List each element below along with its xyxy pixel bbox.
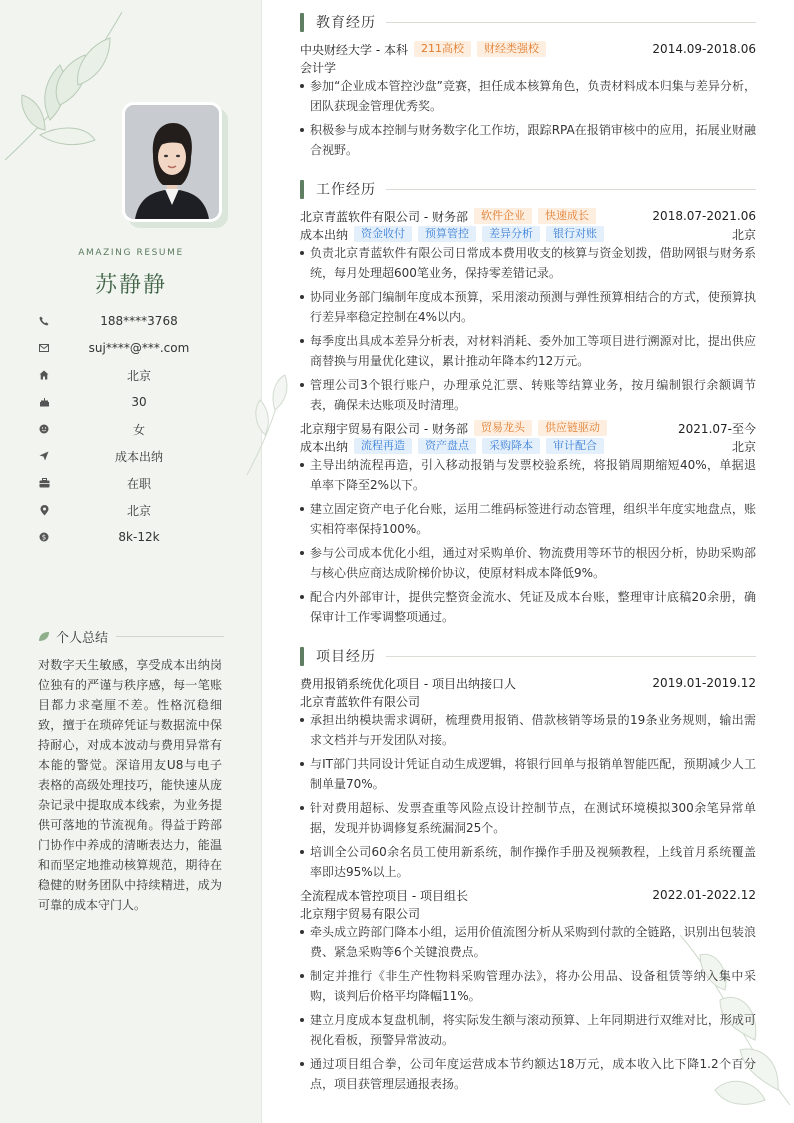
list-item: 针对费用超标、发票查重等风险点设计控制节点，在测试环境模拟300余笔异常单据，发现并协调修复系统漏洞25个。: [300, 798, 756, 838]
skill-tag: 采购降本: [482, 438, 540, 454]
list-item: 管理公司3个银行账户，办理承兑汇票、转账等结算业务，按月编制银行余额调节表，确保未达账项及时清理。: [300, 375, 756, 415]
company-name: 北京青蓝软件有限公司 - 财务部: [300, 209, 468, 224]
gender-text: 女: [132, 422, 145, 437]
work-title: 工作经历: [316, 182, 376, 198]
work-section-header: [300, 179, 756, 199]
project-org-row: [300, 692, 756, 710]
avatar: [122, 102, 222, 222]
list-item: 建立固定资产电子化台账，运用二维码标签进行动态管理，组织半年度实地盘点，账实相符率保持100%。: [300, 499, 756, 539]
list-item: 承担出纳模块需求调研，梳理费用报销、借款核销等场景的19条业务规则，输出需求文档并与开发团队对接。: [300, 710, 756, 750]
cake-icon: [38, 396, 50, 408]
job-city: 北京: [731, 439, 756, 454]
skill-tag: 资产盘点: [418, 438, 476, 454]
leaf-icon: [38, 631, 50, 642]
list-item: 参与公司成本优化小组，通过对采购单价、物流费用等环节的根因分析，协助采购部与核心供应商达成阶梯价协议，使原材料成本降低9%。: [300, 543, 756, 583]
info-gender: [38, 419, 228, 439]
school-tag: 211高校: [414, 41, 471, 57]
info-phone: [38, 311, 228, 331]
list-item: 通过项目组合拳，公司年度运营成本节约额达18万元，成本收入比下降1.2个百分点，项目获管理层通报表扬。: [300, 1054, 756, 1094]
section-marker: [300, 13, 304, 32]
education-header-row: [300, 40, 756, 58]
project-header-row: [300, 674, 756, 692]
job-position-row: [300, 437, 756, 455]
project-title: 项目经历: [316, 649, 376, 665]
job-period: 2021.07-至今: [678, 421, 756, 436]
company-tag: 快速成长: [538, 208, 596, 224]
skill-tag: 预算管控: [418, 226, 476, 242]
section-divider: [386, 189, 756, 190]
list-item: 建立月度成本复盘机制，将实际发生额与滚动预算、上年同期进行双维对比，形成可视化看板，预警异常波动。: [300, 1010, 756, 1050]
summary-header: [38, 627, 224, 646]
info-home: [38, 365, 228, 385]
position-text: 成本出纳: [114, 449, 163, 464]
skill-tag: 审计配合: [546, 438, 604, 454]
list-item: 参加“企业成本管控沙盘”竞赛，担任成本核算角色，负责材料成本归集与差异分析，团队获现金管理优秀奖。: [300, 76, 756, 116]
list-item: 牵头成立跨部门降本小组，运用价值流图分析从采购到付款的全链路，识别出包装浪费、紧急采购等6个关键浪费点。: [300, 922, 756, 962]
education-period: 2014.09-2018.06: [652, 42, 756, 56]
send-icon: [38, 450, 50, 462]
info-email: [38, 338, 228, 358]
leaf-branch-icon: [245, 370, 305, 480]
list-item: 培训全公司60余名员工使用新系统，制作操作手册及视频教程，上线首月系统覆盖率即达95%以上。: [300, 842, 756, 882]
project-section-header: [300, 646, 756, 666]
education-major-row: [300, 58, 756, 76]
section-marker: [300, 180, 304, 199]
location-pin-icon: [38, 504, 50, 516]
project-org: 北京青蓝软件有限公司: [300, 694, 421, 709]
job-position: 成本出纳: [300, 227, 349, 242]
home-text: 北京: [126, 368, 151, 383]
job-position: 成本出纳: [300, 439, 349, 454]
phone-icon: [38, 315, 50, 327]
skill-tag: 银行对账: [546, 226, 604, 242]
age-text: 30: [131, 395, 147, 409]
job-period: 2018.07-2021.06: [652, 209, 756, 223]
mail-icon: [38, 342, 50, 354]
list-item: 制定并推行《非生产性物料采购管理办法》，将办公用品、设备租赁等纳入集中采购，谈判后价格平均降幅11%。: [300, 966, 756, 1006]
project-header-row: [300, 886, 756, 904]
project-name: 费用报销系统优化项目 - 项目出纳接口人: [300, 676, 516, 691]
summary-text: 对数字天生敏感，享受成本出纳岗位独有的严谨与秩序感，每一笔账目都力求毫厘不差。性格沉稳细致，擅于在琐碎凭证与数据流中保持耐心，对成本波动与费用异常有本能的警觉。深谙用友U8与电子表格的高级处理技巧，能快速从庞杂记录中提取成本线索，为业务提供可落地的节流视角。得益于跨部门协作中养成的清晰表达力，能温和而坚定地推动核算规范，期待在稳健的财务团队中持续精进，成为可靠的成本守门人。: [38, 658, 222, 912]
job-header-row: [300, 207, 756, 225]
project-org: 北京翔宇贸易有限公司: [300, 906, 421, 921]
svg-text:$: $: [41, 533, 47, 542]
project-org-row: [300, 904, 756, 922]
list-item: 主导出纳流程再造，引入移动报销与发票校验系统，将报销周期缩短40%，单据退单率下降至2%以下。: [300, 455, 756, 495]
info-status: [38, 473, 228, 493]
list-item: 协同业务部门编制年度成本预算，采用滚动预测与弹性预算相结合的方式，使预算执行差异率稳定控制在4%以内。: [300, 287, 756, 327]
info-age: [38, 392, 228, 412]
list-item: 积极参与成本控制与财务数字化工作坊，跟踪RPA在报销审核中的应用，拓展业财融合视野。: [300, 120, 756, 160]
money-icon: [38, 531, 50, 543]
project-period: 2022.01-2022.12: [652, 888, 756, 902]
briefcase-icon: [38, 477, 50, 489]
sidebar: [0, 0, 262, 1123]
job-city: 北京: [731, 227, 756, 242]
email-text: suj****@***.com: [88, 341, 190, 355]
company-name: 北京翔宇贸易有限公司 - 财务部: [300, 421, 468, 436]
home-icon: [38, 369, 50, 381]
skill-tag: 差异分析: [482, 226, 540, 242]
person-avatar-icon: [125, 105, 219, 219]
user-icon: [38, 423, 50, 435]
section-marker: [300, 647, 304, 666]
school-tag: 财经类强校: [477, 41, 546, 57]
list-item: 配合内外部审计，提供完整资金流水、凭证及成本台账，整理审计底稿20余册，确保审计工作零调整项通过。: [300, 587, 756, 627]
company-tag: 供应链驱动: [538, 420, 607, 436]
school-name: 中央财经大学 - 本科: [300, 42, 408, 57]
info-position: [38, 446, 228, 466]
summary-title: 个人总结: [56, 631, 109, 646]
leaf-decoration-icon: [0, 10, 130, 170]
photo-frame: [122, 102, 222, 222]
major: 会计学: [300, 60, 337, 75]
status-text: 在职: [126, 476, 151, 491]
job-position-row: [300, 225, 756, 243]
section-divider: [386, 656, 756, 657]
skill-tag: 资金收付: [354, 226, 412, 242]
job-header-row: [300, 419, 756, 437]
company-tag: 软件企业: [474, 208, 532, 224]
location-text: 北京: [126, 503, 151, 518]
education-title: 教育经历: [316, 15, 376, 31]
list-item: 负责北京青蓝软件有限公司日常成本费用收支的核算与资金划拨，借助网银与财务系统，每月处理超600笔业务，保持零差错记录。: [300, 243, 756, 283]
list-item: 每季度出具成本差异分析表，对材料消耗、委外加工等项目进行溯源对比，提出供应商替换与用量优化建议，累计推动年降本约12万元。: [300, 331, 756, 371]
info-salary: [38, 527, 228, 547]
phone-text: 188****3768: [100, 314, 178, 328]
project-name: 全流程成本管控项目 - 项目组长: [300, 888, 468, 903]
skill-tag: 流程再造: [354, 438, 412, 454]
list-item: 与IT部门共同设计凭证自动生成逻辑，将银行回单与报销单智能匹配，预期减少人工制单量70%。: [300, 754, 756, 794]
salary-text: 8k-12k: [118, 530, 160, 544]
company-tag: 贸易龙头: [474, 420, 532, 436]
brand-label: AMAZING RESUME: [78, 248, 184, 258]
candidate-name: 苏静静: [94, 273, 167, 298]
project-period: 2019.01-2019.12: [652, 676, 756, 690]
info-location: [38, 500, 228, 520]
section-divider: [386, 22, 756, 23]
education-section-header: [300, 12, 756, 32]
summary-divider: [116, 636, 224, 637]
